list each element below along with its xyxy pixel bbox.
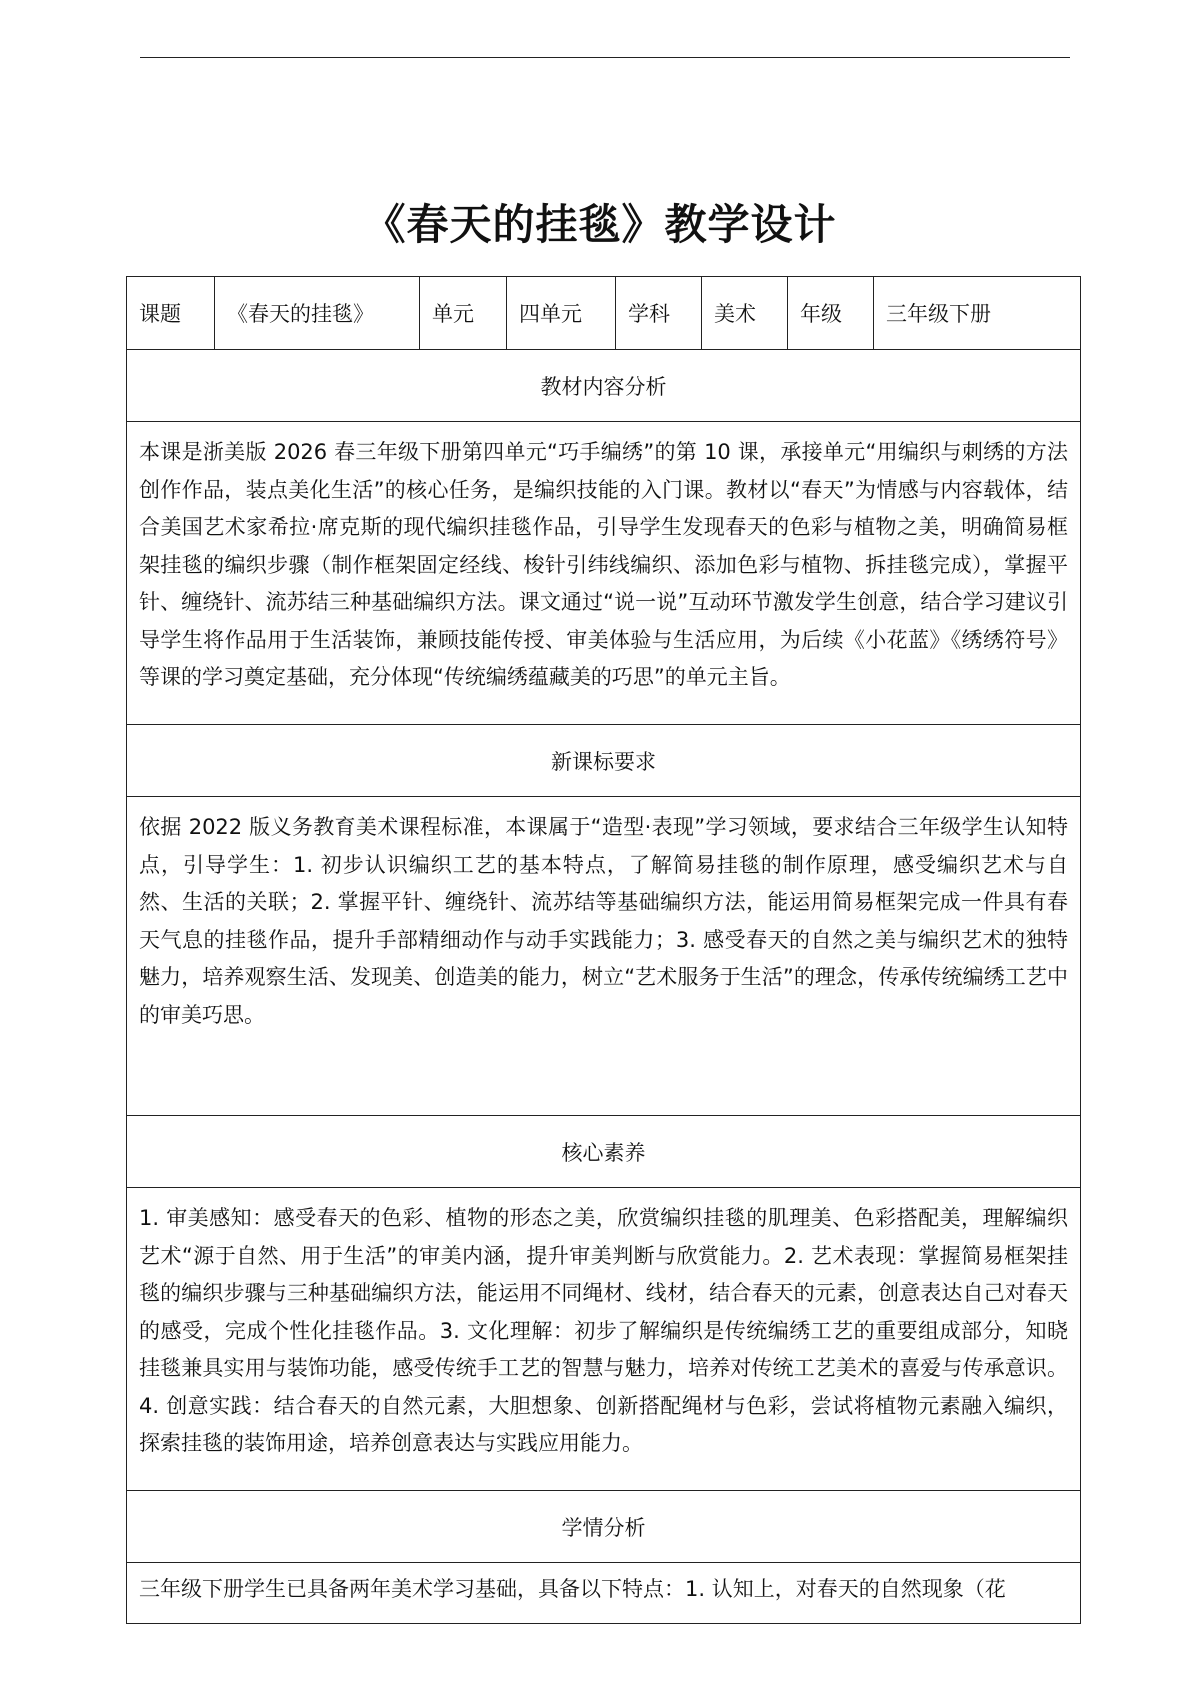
- grade-value: 三年级下册: [874, 277, 1081, 350]
- section-body-row: [127, 1563, 1081, 1624]
- core-literacy-heading: 核心素养: [127, 1116, 1081, 1188]
- core-literacy-text: 1. 审美感知：感受春天的色彩、植物的形态之美，欣赏编织挂毯的肌理美、色彩搭配美，理解编织艺术“源于自然、用于生活”的审美内涵，提升审美判断与欣赏能力。2. 艺术表现：掌握简易框架挂毯的编织步骤与三种基础编织方法，能运用不同绳材、线材，结合春天的元素，创意表达自己对春天的感受，完成个性化挂毯作品。3. 文化理解：初步了解编织是传统编绣工艺的重要组成部分，知晓挂毯兼具实用与装饰功能，感受传统手工艺的智慧与魅力，培养对传统工艺美术的喜爱与传承意识。4. 创意实践：结合春天的自然元素，大胆想象、创新搭配绳材与色彩，尝试将植物元素融入编织，探索挂毯的装饰用途，培养创意表达与实践应用能力。: [127, 1188, 1081, 1491]
- info-row: [127, 277, 1081, 350]
- curriculum-standard-heading: 新课标要求: [127, 725, 1081, 797]
- unit-value: 四单元: [507, 277, 616, 350]
- student-analysis-heading: 学情分析: [127, 1491, 1081, 1563]
- unit-label: 单元: [420, 277, 507, 350]
- header-rule: [140, 57, 1070, 58]
- section-body-row: [127, 1188, 1081, 1491]
- curriculum-standard-text: 依据 2022 版义务教育美术课程标准，本课属于“造型·表现”学习领域，要求结合三年级学生认知特点，引导学生：1. 初步认识编织工艺的基本特点，了解简易挂毯的制作原理，感受编织艺术与自然、生活的关联；2. 掌握平针、缠绕针、流苏结等基础编织方法，能运用简易框架完成一件具有春天气息的挂毯作品，提升手部精细动作与动手实践能力；3. 感受春天的自然之美与编织艺术的独特魅力，培养观察生活、发现美、创造美的能力，树立“艺术服务于生活”的理念，传承传统编绣工艺中的审美巧思。: [127, 797, 1081, 1116]
- subject-value: 美术: [702, 277, 788, 350]
- section-body-row: [127, 797, 1081, 1116]
- section-heading-row: [127, 350, 1081, 422]
- content-analysis-text: 本课是浙美版 2026 春三年级下册第四单元“巧手编绣”的第 10 课，承接单元“用编织与刺绣的方法创作作品，装点美化生活”的核心任务，是编织技能的入门课。教材以“春天”为情感与内容载体，结合美国艺术家希拉·席克斯的现代编织挂毯作品，引导学生发现春天的色彩与植物之美，明确简易框架挂毯的编织步骤（制作框架固定经线、梭针引纬线编织、添加色彩与植物、拆挂毯完成），掌握平针、缠绕针、流苏结三种基础编织方法。课文通过“说一说”互动环节激发学生创意，结合学习建议引导学生将作品用于生活装饰，兼顾技能传授、审美体验与生活应用，为后续《小花蓝》《绣绣符号》等课的学习奠定基础，充分体现“传统编绣蕴藏美的巧思”的单元主旨。: [127, 422, 1081, 725]
- student-analysis-text: 三年级下册学生已具备两年美术学习基础，具备以下特点：1. 认知上，对春天的自然现象（花: [127, 1563, 1081, 1624]
- grade-label: 年级: [788, 277, 874, 350]
- course-label: 课题: [127, 277, 215, 350]
- section-heading-row: [127, 1116, 1081, 1188]
- document-title: 《春天的挂毯》教学设计: [363, 200, 837, 250]
- section-body-row: [127, 422, 1081, 725]
- lesson-plan-table: [126, 276, 1081, 1624]
- section-heading-row: [127, 1491, 1081, 1563]
- content-analysis-heading: 教材内容分析: [127, 350, 1081, 422]
- course-value: 《春天的挂毯》: [215, 277, 420, 350]
- section-heading-row: [127, 725, 1081, 797]
- subject-label: 学科: [616, 277, 702, 350]
